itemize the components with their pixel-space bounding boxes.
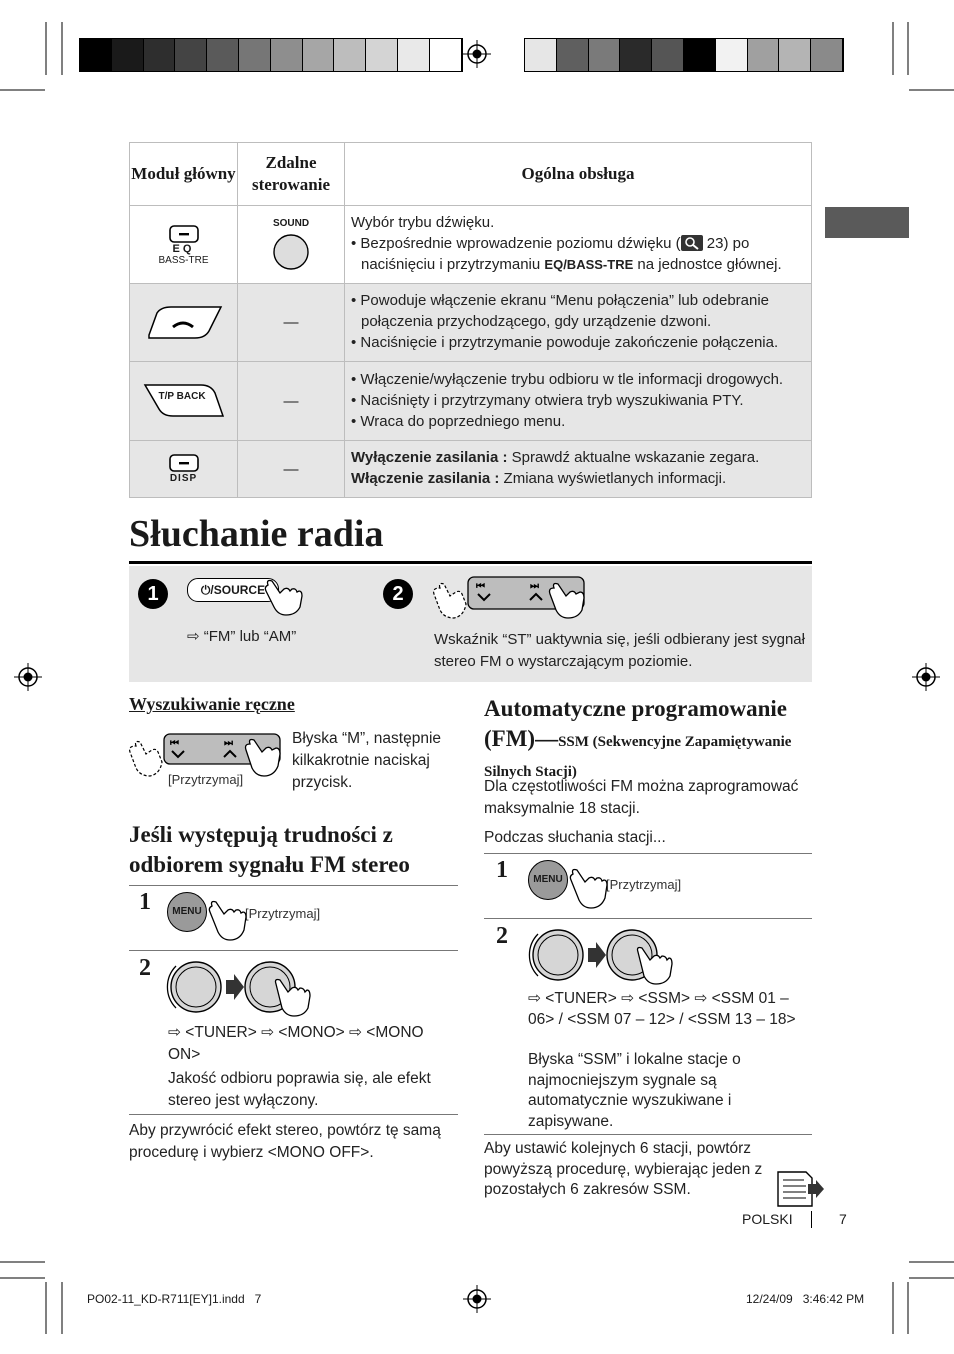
hand-press-icon xyxy=(262,577,304,617)
color-swatch xyxy=(366,39,398,71)
step-1-badge: 1 xyxy=(138,579,168,609)
tp-bullet-3: • Wraca do poprzedniego menu. xyxy=(351,411,805,432)
bass-tre-label: BASS-TRE xyxy=(158,254,209,266)
manual-search-text: Błyska “M”, następnie kilkakrotnie naciskaj przycisk. xyxy=(292,730,442,791)
svg-text:⏮: ⏮ xyxy=(476,581,485,592)
phone-bullet-2: • Naciśnięcie i przytrzymanie powoduje zakończenie połączenia. xyxy=(351,332,805,353)
cell-remote-none: — xyxy=(238,362,345,441)
color-swatch xyxy=(271,39,303,71)
cell-remote-none: — xyxy=(238,441,345,498)
auto-note: Błyska “SSM” i lokalne stacje o najmocniejszym sygnale są automatycznie wyszukiwane i zapisywane. xyxy=(528,1051,741,1130)
stereo-hold-label: [Przytrzymaj] xyxy=(245,906,321,921)
color-swatch xyxy=(398,39,430,71)
header-main-unit: Moduł główny xyxy=(130,143,238,206)
step-2-caption: Wskaźnik “ST” uaktywnia się, jeśli odbierany jest sygnał stereo FM o wystarczającym poziomie. xyxy=(434,631,805,670)
text-part: na jednostce głównej. xyxy=(633,256,782,273)
color-swatch xyxy=(303,39,335,71)
divider xyxy=(484,1134,812,1135)
registration-mark-left xyxy=(14,663,42,691)
cell-sound-button xyxy=(238,206,345,284)
stereo-heading: Jeśli występują trudności z odbiorem sygnału FM stereo xyxy=(129,822,410,877)
color-swatch xyxy=(80,39,112,71)
color-calibration-bar-left xyxy=(79,38,463,72)
color-swatch xyxy=(684,39,716,71)
sound-desc-line: Wybór trybu dźwięku. xyxy=(351,214,495,231)
auto-heading-ssm: SSM (Sekwencyjne Zapamiętywanie Silnych Stacji) xyxy=(484,734,792,780)
arrow-icon: ⇨ xyxy=(187,628,204,645)
color-swatch xyxy=(620,39,652,71)
off-label: Wyłączenie zasilania : xyxy=(351,449,508,466)
header-general: Ogólna obsługa xyxy=(345,143,812,206)
tp-button-icon xyxy=(143,383,225,419)
stereo-menu-path-text: <TUNER> ⇨ <MONO> ⇨ <MONO ON> xyxy=(168,1024,424,1063)
cell-phone-button xyxy=(130,284,238,362)
tp-back-label: T/P BACK xyxy=(158,391,206,402)
cell-sound-description xyxy=(345,206,812,284)
color-swatch xyxy=(652,39,684,71)
footer-date: 12/24/09 3:46:42 PM xyxy=(746,1292,865,1306)
svg-text:⏭: ⏭ xyxy=(530,581,539,592)
auto-step-1: 1 xyxy=(496,857,508,883)
color-swatch xyxy=(525,39,557,71)
cell-phone-description xyxy=(345,284,812,362)
stereo-note: Jakość odbioru poprawia się, ale efekt stereo jest wyłączony. xyxy=(168,1070,431,1109)
svg-text:⏭: ⏭ xyxy=(224,738,233,749)
page-title: Słuchanie radia xyxy=(129,513,384,555)
hand-press-icon xyxy=(206,898,248,942)
cell-tp-button xyxy=(130,362,238,441)
color-swatch xyxy=(748,39,780,71)
off-text: Sprawdź aktualne wskazanie zegara. xyxy=(507,449,760,466)
color-swatch xyxy=(716,39,748,71)
auto-step-2: 2 xyxy=(496,923,508,949)
divider xyxy=(484,853,812,854)
color-swatch xyxy=(239,39,271,71)
auto-footer-note: Aby ustawić kolejnych 6 stacji, powtórz powyższą procedurę, wybierając jeden z pozostałych 6 zakresów SSM. xyxy=(484,1140,763,1198)
table-row xyxy=(130,441,812,498)
text-part: 23) po naciśnięciu i przytrzymaniu xyxy=(361,235,750,273)
cell-remote-none: — xyxy=(238,284,345,362)
color-calibration-bar-right xyxy=(524,38,844,72)
divider xyxy=(484,918,812,919)
cell-disp-description xyxy=(345,441,812,498)
table-row xyxy=(130,284,812,362)
table-row xyxy=(130,206,812,284)
registration-mark-right xyxy=(912,663,940,691)
cell-tp-description xyxy=(345,362,812,441)
stereo-step-1: 1 xyxy=(139,889,151,915)
continued-page-icon xyxy=(776,1170,826,1208)
stereo-step-2: 2 xyxy=(139,955,151,981)
auto-intro: Dla częstotliwości FM można zaprogramować maksymalnie 18 stacji. xyxy=(484,778,799,817)
controls-table xyxy=(129,142,812,498)
menu-button[interactable]: MENU xyxy=(528,860,568,900)
manual-hold-label: [Przytrzymaj] xyxy=(168,772,244,787)
footer-file-name: PO02-11_KD-R711[EY]1.indd 7 xyxy=(87,1292,262,1306)
text-part: Bezpośrednie wprowadzenie poziomu dźwięku ( xyxy=(360,235,681,252)
registration-mark-bottom xyxy=(463,1285,491,1313)
on-label: Włączenie zasilania : xyxy=(351,470,500,487)
auto-hold-label: [Przytrzymaj] xyxy=(606,877,682,892)
cell-disp-button xyxy=(130,441,238,498)
auto-menu-path xyxy=(528,989,812,1030)
cell-eq-button xyxy=(130,206,238,284)
manual-search-heading: Wyszukiwanie ręczne xyxy=(129,694,295,714)
color-swatch xyxy=(811,39,843,71)
section-tab xyxy=(825,207,909,238)
title-rule xyxy=(129,561,812,564)
phone-button-icon xyxy=(143,305,225,341)
hand-press-icon xyxy=(567,866,609,910)
disp-button-icon xyxy=(164,454,204,472)
header-remote: Zdalne sterowanie xyxy=(238,143,345,206)
color-swatch xyxy=(207,39,239,71)
magnifier-icon xyxy=(681,235,703,251)
color-swatch xyxy=(589,39,621,71)
eq-bass-tre-bold: EQ/BASS-TRE xyxy=(544,257,634,272)
control-dial-sequence-icon[interactable] xyxy=(526,924,682,986)
color-swatch xyxy=(144,39,176,71)
sound-button-icon xyxy=(271,232,311,272)
step-1-caption-text: “FM” lub “AM” xyxy=(203,628,297,645)
source-label: /SOURCE xyxy=(210,583,266,597)
seek-buttons-icon[interactable] xyxy=(432,574,590,622)
disp-off-line xyxy=(351,447,805,468)
tp-bullet-1: • Włączenie/wyłączenie trybu odbioru w tle informacji drogowych. xyxy=(351,369,805,390)
auto-menu-path-text: <TUNER> ⇨ <SSM> ⇨ <SSM 01 – 06> / <SSM 07 – 12> / <SSM 13 – 18> xyxy=(528,990,796,1028)
disp-on-line xyxy=(351,468,805,489)
step-1-caption xyxy=(187,626,296,648)
disp-label: DISP xyxy=(169,472,198,484)
divider xyxy=(129,1114,458,1115)
on-text: Zmiana wyświetlanych informacji. xyxy=(499,470,727,487)
registration-mark-top xyxy=(463,40,491,68)
auto-program-heading xyxy=(484,694,812,784)
table-row xyxy=(130,362,812,441)
step-2-badge: 2 xyxy=(383,579,413,609)
menu-button[interactable]: MENU xyxy=(167,892,207,932)
color-swatch xyxy=(112,39,144,71)
auto-heading-main: Automatyczne programowanie (FM)— xyxy=(484,696,787,751)
phone-bullet-1: • Powoduje włączenie ekranu “Menu połączenia” lub odebranie połączenia przychodzącego, gdy urządzenie dzwoni. xyxy=(351,290,805,332)
table-header-row xyxy=(130,143,812,206)
eq-button-icon xyxy=(164,225,204,243)
tp-bullet-2: • Naciśnięty i przytrzymany otwiera tryb wyszukiwania PTY. xyxy=(351,390,805,411)
color-swatch xyxy=(175,39,207,71)
eq-label: EQ xyxy=(172,242,195,255)
divider xyxy=(129,885,458,886)
arrow-icon: ⇨ xyxy=(168,1024,186,1041)
color-swatch xyxy=(557,39,589,71)
color-swatch xyxy=(430,39,462,71)
control-dial-sequence-icon[interactable] xyxy=(164,956,320,1018)
power-icon: ⏻ xyxy=(200,583,211,597)
divider xyxy=(129,950,458,951)
footer-page-number: 7 xyxy=(839,1211,847,1227)
svg-text:⏮: ⏮ xyxy=(170,738,179,749)
color-swatch xyxy=(779,39,811,71)
color-swatch xyxy=(334,39,366,71)
arrow-icon: ⇨ xyxy=(528,990,546,1007)
footer-separator xyxy=(811,1211,812,1228)
footer-language: POLSKI xyxy=(742,1211,793,1227)
auto-during: Podczas słuchania stacji... xyxy=(484,829,666,846)
sound-desc-bullet xyxy=(351,233,805,275)
stereo-menu-path xyxy=(168,1022,458,1066)
stereo-footer-note: Aby przywrócić efekt stereo, powtórz tę samą procedurę i wybierz <MONO OFF>. xyxy=(129,1122,441,1161)
sound-label: SOUND xyxy=(272,217,310,229)
